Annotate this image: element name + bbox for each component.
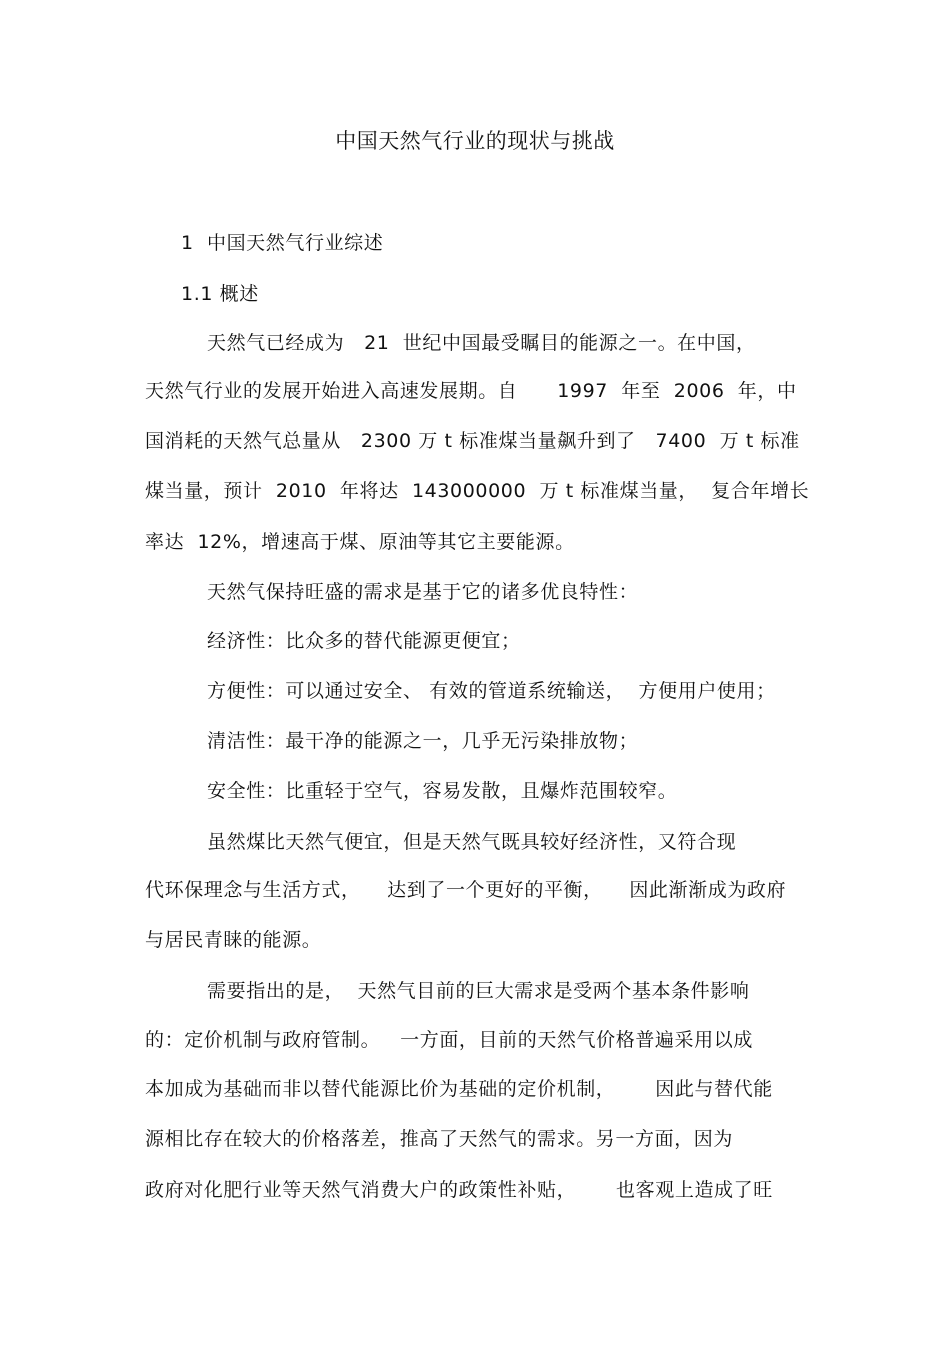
paragraph-line: 天然气保持旺盛的需求是基于它的诸多优良特性： [207,581,639,603]
paragraph-line: 天然气已经成为 21 世纪中国最受瞩目的能源之一。在中国， [207,332,756,354]
list-item: 安全性：比重轻于空气，容易发散，且爆炸范围较窄。 [207,780,678,802]
list-item: 清洁性：最干净的能源之一，几乎无污染排放物； [207,730,639,752]
paragraph-line: 政府对化肥行业等天然气消费大户的政策性补贴， 也客观上造成了旺 [145,1179,773,1201]
paragraph-line: 源相比存在较大的价格落差，推高了天然气的需求。另一方面，因为 [145,1128,734,1150]
paragraph-line: 的：定价机制与政府管制。 一方面，目前的天然气价格普遍采用以成 [145,1029,753,1051]
list-item: 经济性：比众多的替代能源更便宜； [207,630,521,652]
paragraph-line: 本加成为基础而非以替代能源比价为基础的定价机制， 因此与替代能 [145,1078,773,1100]
paragraph-line: 虽然煤比天然气便宜，但是天然气既具较好经济性，又符合现 [207,831,737,853]
paragraph-line: 需要指出的是， 天然气目前的巨大需求是受两个基本条件影响 [207,980,750,1002]
list-item: 方便性：可以通过安全、 有效的管道系统输送， 方便用户使用； [207,680,776,702]
paragraph-line: 煤当量，预计 2010 年将达 143000000 万 t 标准煤当量， 复合年增长 [145,480,810,502]
paragraph-line: 代环保理念与生活方式， 达到了一个更好的平衡， 因此渐渐成为政府 [145,879,787,901]
paragraph-line: 与居民青睐的能源。 [145,929,322,951]
paragraph-line: 率达 12%，增速高于煤、原油等其它主要能源。 [145,531,575,553]
paragraph-line: 国消耗的天然气总量从 2300 万 t 标准煤当量飙升到了 7400 万 t 标准 [145,430,800,452]
section-heading: 1 中国天然气行业综述 [181,232,384,254]
document-title: 中国天然气行业的现状与挑战 [335,129,615,153]
paragraph-line: 天然气行业的发展开始进入高速发展期。自 1997 年至 2006 年，中 [145,380,797,402]
subsection-heading: 1.1 概述 [181,283,259,305]
